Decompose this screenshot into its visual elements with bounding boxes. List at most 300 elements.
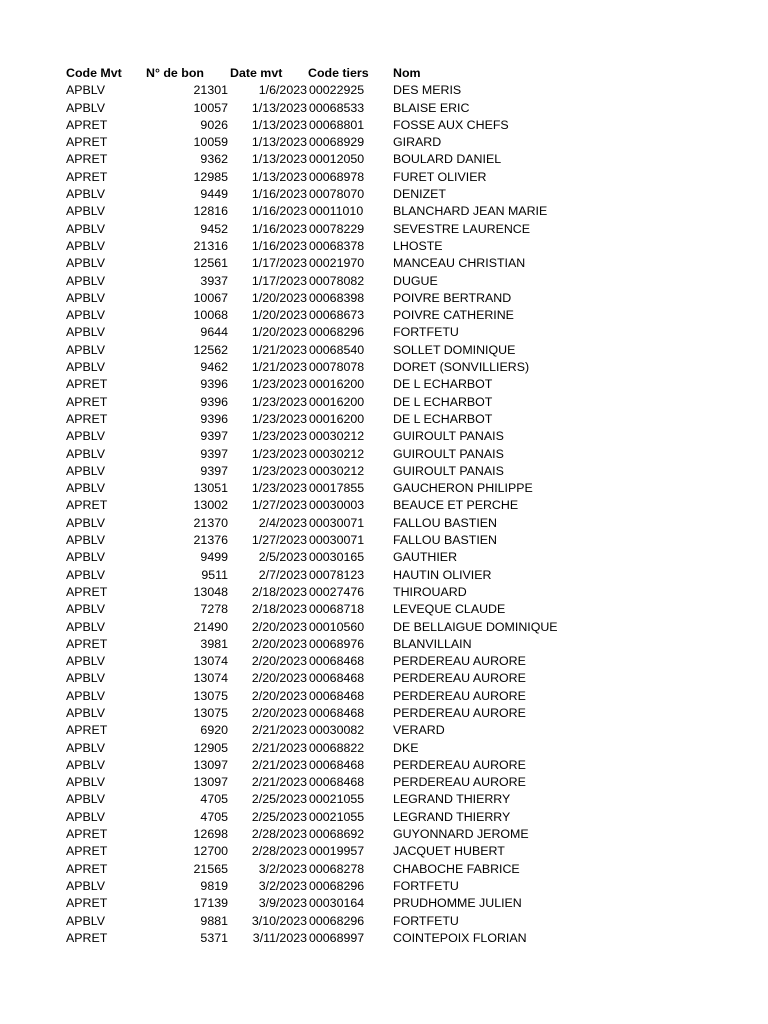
cell-no-de-bon: 12698 bbox=[193, 827, 228, 842]
cell-no-de-bon: 12905 bbox=[193, 740, 228, 755]
cell-no-de-bon: 21316 bbox=[193, 238, 228, 253]
cell-code-mvt: APBLV bbox=[66, 481, 106, 496]
cell-code-mvt: APBLV bbox=[66, 913, 106, 928]
cell-date-mvt: 3/11/2023 bbox=[252, 930, 307, 945]
cell-code-tiers: 00068468 bbox=[309, 688, 365, 703]
cell-code-tiers: 00068801 bbox=[309, 117, 365, 132]
cell-date-mvt: 1/23/2023 bbox=[251, 411, 307, 426]
cell-code-tiers: 00068929 bbox=[309, 135, 365, 150]
cell-date-mvt: 2/25/2023 bbox=[251, 792, 307, 807]
cell-date-mvt: 1/20/2023 bbox=[251, 290, 307, 305]
table-body bbox=[66, 82, 633, 947]
cell-nom: LHOSTE bbox=[393, 238, 443, 253]
cell-no-de-bon: 9396 bbox=[200, 377, 228, 392]
table-row bbox=[66, 895, 633, 912]
cell-nom: BEAUCE ET PERCHE bbox=[393, 498, 519, 513]
table-row bbox=[66, 601, 633, 618]
cell-no-de-bon: 21301 bbox=[193, 83, 228, 98]
cell-no-de-bon: 21376 bbox=[193, 533, 228, 548]
cell-code-tiers: 00021970 bbox=[309, 256, 365, 271]
cell-code-mvt: APBLV bbox=[66, 792, 106, 807]
cell-date-mvt: 1/17/2023 bbox=[251, 273, 307, 288]
cell-nom: THIROUARD bbox=[393, 584, 467, 599]
cell-code-mvt: APBLV bbox=[66, 325, 106, 340]
header-code-tiers: Code tiers bbox=[308, 66, 369, 80]
cell-code-tiers: 00068718 bbox=[309, 602, 365, 617]
table-row bbox=[66, 446, 633, 463]
cell-nom: GUIROULT PANAIS bbox=[393, 463, 504, 478]
cell-no-de-bon: 12562 bbox=[193, 342, 228, 357]
cell-code-mvt: APRET bbox=[66, 498, 108, 513]
cell-code-tiers: 00030082 bbox=[309, 723, 365, 738]
cell-nom: BLANVILLAIN bbox=[393, 636, 472, 651]
cell-code-tiers: 00078078 bbox=[309, 360, 365, 375]
table-row bbox=[66, 428, 633, 445]
table-row bbox=[66, 238, 633, 255]
cell-no-de-bon: 9881 bbox=[200, 913, 228, 928]
cell-nom: FALLOU BASTIEN bbox=[393, 533, 497, 548]
cell-code-mvt: APRET bbox=[66, 861, 108, 876]
cell-nom: GIRARD bbox=[393, 135, 442, 150]
table-row bbox=[66, 532, 633, 549]
cell-code-mvt: APBLV bbox=[66, 550, 106, 565]
cell-date-mvt: 2/28/2023 bbox=[251, 827, 307, 842]
table-row bbox=[66, 463, 633, 480]
cell-code-mvt: APBLV bbox=[66, 619, 106, 634]
cell-date-mvt: 1/16/2023 bbox=[251, 204, 307, 219]
cell-code-tiers: 00068533 bbox=[309, 100, 365, 115]
cell-code-mvt: APRET bbox=[66, 636, 108, 651]
table-row bbox=[66, 497, 633, 514]
cell-nom: GUIROULT PANAIS bbox=[393, 429, 504, 444]
cell-no-de-bon: 9819 bbox=[200, 878, 228, 893]
cell-code-mvt: APRET bbox=[66, 844, 108, 859]
header-nom: Nom bbox=[393, 66, 421, 80]
table-row bbox=[66, 394, 633, 411]
spreadsheet-document bbox=[66, 65, 633, 947]
cell-date-mvt: 1/13/2023 bbox=[251, 152, 307, 167]
cell-code-tiers: 00030071 bbox=[309, 515, 365, 530]
cell-date-mvt: 2/21/2023 bbox=[251, 775, 307, 790]
cell-nom: DUGUE bbox=[393, 273, 438, 288]
table-row bbox=[66, 913, 633, 930]
cell-nom: PERDEREAU AURORE bbox=[393, 671, 526, 686]
cell-nom: LEVEQUE CLAUDE bbox=[393, 602, 506, 617]
cell-code-tiers: 00078229 bbox=[309, 221, 365, 236]
cell-date-mvt: 2/20/2023 bbox=[251, 705, 307, 720]
table-row bbox=[66, 307, 633, 324]
cell-no-de-bon: 9397 bbox=[200, 429, 228, 444]
cell-date-mvt: 2/20/2023 bbox=[251, 636, 307, 651]
table-row bbox=[66, 290, 633, 307]
cell-nom: PERDEREAU AURORE bbox=[393, 757, 526, 772]
cell-code-mvt: APBLV bbox=[66, 654, 106, 669]
cell-date-mvt: 2/25/2023 bbox=[251, 809, 307, 824]
cell-nom: BLANCHARD JEAN MARIE bbox=[393, 204, 548, 219]
cell-no-de-bon: 9511 bbox=[201, 567, 228, 582]
cell-no-de-bon: 9397 bbox=[200, 446, 228, 461]
cell-code-mvt: APRET bbox=[66, 135, 108, 150]
table-row bbox=[66, 255, 633, 272]
cell-code-tiers: 00030165 bbox=[309, 550, 365, 565]
cell-code-mvt: APRET bbox=[66, 394, 108, 409]
cell-code-tiers: 00068296 bbox=[309, 878, 365, 893]
cell-nom: BLAISE ERIC bbox=[393, 100, 470, 115]
cell-nom: FURET OLIVIER bbox=[393, 169, 487, 184]
cell-code-tiers: 00030212 bbox=[309, 429, 365, 444]
cell-no-de-bon: 3981 bbox=[200, 636, 228, 651]
cell-code-mvt: APRET bbox=[66, 411, 108, 426]
cell-nom: MANCEAU CHRISTIAN bbox=[393, 256, 526, 271]
cell-date-mvt: 2/7/2023 bbox=[258, 567, 307, 582]
cell-code-tiers: 00017855 bbox=[309, 481, 365, 496]
cell-code-tiers: 00030212 bbox=[309, 463, 365, 478]
cell-no-de-bon: 17139 bbox=[193, 896, 228, 911]
cell-date-mvt: 2/21/2023 bbox=[251, 723, 307, 738]
cell-code-tiers: 00030212 bbox=[309, 446, 365, 461]
table-row bbox=[66, 861, 633, 878]
cell-code-tiers: 00068378 bbox=[309, 238, 365, 253]
cell-no-de-bon: 12816 bbox=[193, 204, 228, 219]
cell-nom: HAUTIN OLIVIER bbox=[393, 567, 492, 582]
table-row bbox=[66, 117, 633, 134]
cell-code-tiers: 00030164 bbox=[309, 896, 365, 911]
cell-date-mvt: 1/16/2023 bbox=[251, 187, 307, 202]
cell-nom: LEGRAND THIERRY bbox=[393, 809, 511, 824]
table-row bbox=[66, 324, 633, 341]
cell-date-mvt: 1/16/2023 bbox=[251, 221, 307, 236]
table-row bbox=[66, 636, 633, 653]
cell-nom: PERDEREAU AURORE bbox=[393, 705, 526, 720]
table-row bbox=[66, 688, 633, 705]
table-row bbox=[66, 342, 633, 359]
cell-code-tiers: 00011010 bbox=[309, 204, 364, 219]
cell-code-tiers: 00068468 bbox=[309, 654, 365, 669]
cell-code-mvt: APBLV bbox=[66, 308, 106, 323]
cell-code-tiers: 00068296 bbox=[309, 325, 365, 340]
table-row bbox=[66, 722, 633, 739]
cell-code-mvt: APBLV bbox=[66, 671, 106, 686]
cell-code-mvt: APBLV bbox=[66, 83, 106, 98]
cell-no-de-bon: 13075 bbox=[193, 705, 228, 720]
cell-code-tiers: 00010560 bbox=[309, 619, 365, 634]
cell-nom: FORTFETU bbox=[393, 878, 459, 893]
header-no-de-bon: N° de bon bbox=[146, 66, 204, 80]
cell-nom: VERARD bbox=[393, 723, 445, 738]
cell-code-mvt: APBLV bbox=[66, 221, 106, 236]
cell-no-de-bon: 5371 bbox=[200, 930, 228, 945]
cell-code-tiers: 00021055 bbox=[309, 809, 365, 824]
table-row bbox=[66, 134, 633, 151]
cell-code-tiers: 00068468 bbox=[309, 757, 365, 772]
table-row bbox=[66, 273, 633, 290]
cell-no-de-bon: 21490 bbox=[193, 619, 228, 634]
cell-date-mvt: 1/13/2023 bbox=[251, 169, 307, 184]
cell-code-tiers: 00012050 bbox=[309, 152, 365, 167]
cell-nom: DE L ECHARBOT bbox=[393, 394, 493, 409]
cell-code-mvt: APBLV bbox=[66, 187, 106, 202]
cell-date-mvt: 2/21/2023 bbox=[251, 757, 307, 772]
cell-code-tiers: 00016200 bbox=[309, 377, 365, 392]
cell-nom: GAUCHERON PHILIPPE bbox=[393, 481, 533, 496]
cell-date-mvt: 1/13/2023 bbox=[251, 117, 307, 132]
cell-no-de-bon: 9026 bbox=[200, 117, 228, 132]
cell-nom: FOSSE AUX CHEFS bbox=[393, 117, 509, 132]
table-row bbox=[66, 705, 633, 722]
table-row bbox=[66, 670, 633, 687]
cell-code-mvt: APBLV bbox=[66, 360, 106, 375]
table-row bbox=[66, 221, 633, 238]
header-date-mvt: Date mvt bbox=[230, 66, 283, 80]
cell-code-mvt: APRET bbox=[66, 169, 108, 184]
cell-date-mvt: 1/23/2023 bbox=[251, 377, 307, 392]
cell-no-de-bon: 4705 bbox=[200, 792, 228, 807]
cell-nom: FORTFETU bbox=[393, 913, 459, 928]
table-row bbox=[66, 480, 633, 497]
cell-code-mvt: APBLV bbox=[66, 602, 106, 617]
cell-nom: DES MERIS bbox=[393, 83, 462, 98]
table-row bbox=[66, 843, 633, 860]
cell-code-tiers: 00068822 bbox=[309, 740, 365, 755]
cell-code-tiers: 00022925 bbox=[309, 83, 365, 98]
cell-no-de-bon: 7278 bbox=[200, 602, 228, 617]
cell-nom: COINTEPOIX FLORIAN bbox=[393, 930, 527, 945]
cell-date-mvt: 2/20/2023 bbox=[251, 619, 307, 634]
cell-nom: DENIZET bbox=[393, 187, 447, 202]
cell-code-mvt: APBLV bbox=[66, 533, 106, 548]
cell-nom: SEVESTRE LAURENCE bbox=[393, 221, 531, 236]
cell-nom: GUYONNARD JEROME bbox=[393, 827, 529, 842]
cell-code-mvt: APBLV bbox=[66, 290, 106, 305]
cell-nom: PERDEREAU AURORE bbox=[393, 688, 526, 703]
table-row bbox=[66, 411, 633, 428]
cell-code-mvt: APBLV bbox=[66, 256, 106, 271]
cell-no-de-bon: 21565 bbox=[193, 861, 228, 876]
table-row bbox=[66, 567, 633, 584]
cell-no-de-bon: 3937 bbox=[200, 273, 228, 288]
cell-nom: PRUDHOMME JULIEN bbox=[393, 896, 522, 911]
cell-no-de-bon: 13048 bbox=[193, 584, 228, 599]
cell-no-de-bon: 12561 bbox=[193, 256, 228, 271]
cell-date-mvt: 2/4/2023 bbox=[258, 515, 307, 530]
cell-no-de-bon: 6920 bbox=[200, 723, 228, 738]
cell-code-mvt: APBLV bbox=[66, 238, 106, 253]
table-row bbox=[66, 878, 633, 895]
table-row bbox=[66, 653, 633, 670]
cell-date-mvt: 2/20/2023 bbox=[251, 671, 307, 686]
cell-code-tiers: 00068468 bbox=[309, 705, 365, 720]
cell-no-de-bon: 10059 bbox=[193, 135, 228, 150]
table-row bbox=[66, 930, 633, 947]
cell-nom: DE BELLAIGUE DOMINIQUE bbox=[393, 619, 558, 634]
cell-no-de-bon: 9396 bbox=[200, 411, 228, 426]
cell-no-de-bon: 10067 bbox=[193, 290, 228, 305]
cell-date-mvt: 1/13/2023 bbox=[251, 135, 307, 150]
cell-no-de-bon: 13097 bbox=[193, 775, 228, 790]
cell-code-tiers: 00030003 bbox=[309, 498, 365, 513]
table-row bbox=[66, 151, 633, 168]
cell-code-mvt: APBLV bbox=[66, 878, 106, 893]
header-code-mvt: Code Mvt bbox=[66, 66, 122, 80]
cell-code-tiers: 00068978 bbox=[309, 169, 365, 184]
cell-date-mvt: 2/18/2023 bbox=[251, 584, 307, 599]
cell-nom: CHABOCHE FABRICE bbox=[393, 861, 520, 876]
cell-nom: GUIROULT PANAIS bbox=[393, 446, 504, 461]
cell-code-tiers: 00068976 bbox=[309, 636, 365, 651]
cell-nom: DORET (SONVILLIERS) bbox=[393, 360, 530, 375]
cell-date-mvt: 3/10/2023 bbox=[251, 913, 307, 928]
table-row bbox=[66, 757, 633, 774]
cell-code-mvt: APRET bbox=[66, 584, 108, 599]
cell-code-tiers: 00068296 bbox=[309, 913, 365, 928]
cell-no-de-bon: 13074 bbox=[193, 654, 228, 669]
cell-date-mvt: 2/28/2023 bbox=[251, 844, 307, 859]
cell-code-tiers: 00068692 bbox=[309, 827, 365, 842]
cell-no-de-bon: 12985 bbox=[193, 169, 228, 184]
cell-code-tiers: 00068540 bbox=[309, 342, 365, 357]
cell-no-de-bon: 9644 bbox=[200, 325, 228, 340]
table-row bbox=[66, 549, 633, 566]
cell-date-mvt: 1/13/2023 bbox=[251, 100, 307, 115]
cell-no-de-bon: 13097 bbox=[193, 757, 228, 772]
cell-date-mvt: 2/18/2023 bbox=[251, 602, 307, 617]
cell-code-tiers: 00078070 bbox=[309, 187, 365, 202]
cell-code-tiers: 00068997 bbox=[309, 930, 365, 945]
cell-date-mvt: 1/27/2023 bbox=[251, 498, 307, 513]
cell-code-mvt: APBLV bbox=[66, 567, 106, 582]
cell-code-mvt: APBLV bbox=[66, 429, 106, 444]
cell-nom: FORTFETU bbox=[393, 325, 459, 340]
cell-no-de-bon: 9452 bbox=[200, 221, 228, 236]
cell-nom: PERDEREAU AURORE bbox=[393, 654, 526, 669]
cell-code-mvt: APBLV bbox=[66, 757, 106, 772]
cell-no-de-bon: 13074 bbox=[193, 671, 228, 686]
cell-no-de-bon: 9462 bbox=[200, 360, 228, 375]
cell-no-de-bon: 9362 bbox=[200, 152, 228, 167]
cell-no-de-bon: 9449 bbox=[200, 187, 228, 202]
cell-code-mvt: APBLV bbox=[66, 809, 106, 824]
cell-code-tiers: 00019957 bbox=[309, 844, 365, 859]
header-row bbox=[66, 65, 633, 82]
cell-nom: BOULARD DANIEL bbox=[393, 152, 502, 167]
cell-nom: JACQUET HUBERT bbox=[393, 844, 505, 859]
cell-code-mvt: APBLV bbox=[66, 688, 106, 703]
cell-no-de-bon: 10068 bbox=[193, 308, 228, 323]
cell-nom: POIVRE BERTRAND bbox=[393, 290, 512, 305]
cell-code-mvt: APBLV bbox=[66, 740, 106, 755]
cell-date-mvt: 1/23/2023 bbox=[251, 481, 307, 496]
cell-nom: SOLLET DOMINIQUE bbox=[393, 342, 516, 357]
cell-date-mvt: 1/23/2023 bbox=[251, 394, 307, 409]
cell-date-mvt: 1/20/2023 bbox=[251, 325, 307, 340]
cell-no-de-bon: 13051 bbox=[193, 481, 228, 496]
cell-nom: FALLOU BASTIEN bbox=[393, 515, 497, 530]
table-row bbox=[66, 774, 633, 791]
cell-no-de-bon: 12700 bbox=[193, 844, 228, 859]
cell-nom: DKE bbox=[393, 740, 419, 755]
cell-no-de-bon: 9396 bbox=[200, 394, 228, 409]
table-row bbox=[66, 515, 633, 532]
cell-code-mvt: APRET bbox=[66, 377, 108, 392]
cell-date-mvt: 1/21/2023 bbox=[251, 360, 307, 375]
cell-date-mvt: 2/21/2023 bbox=[251, 740, 307, 755]
cell-code-mvt: APRET bbox=[66, 827, 108, 842]
cell-code-mvt: APBLV bbox=[66, 204, 106, 219]
cell-no-de-bon: 21370 bbox=[193, 515, 228, 530]
cell-code-mvt: APBLV bbox=[66, 100, 106, 115]
cell-code-tiers: 00030071 bbox=[309, 533, 365, 548]
table-row bbox=[66, 100, 633, 117]
cell-date-mvt: 1/23/2023 bbox=[251, 463, 307, 478]
table-row bbox=[66, 376, 633, 393]
cell-date-mvt: 1/21/2023 bbox=[251, 342, 307, 357]
cell-code-mvt: APRET bbox=[66, 930, 108, 945]
cell-date-mvt: 3/2/2023 bbox=[258, 878, 307, 893]
cell-code-mvt: APBLV bbox=[66, 446, 106, 461]
cell-nom: DE L ECHARBOT bbox=[393, 377, 493, 392]
table-row bbox=[66, 809, 633, 826]
cell-code-tiers: 00068468 bbox=[309, 671, 365, 686]
cell-no-de-bon: 9499 bbox=[200, 550, 228, 565]
cell-nom: LEGRAND THIERRY bbox=[393, 792, 511, 807]
cell-code-mvt: APBLV bbox=[66, 273, 106, 288]
cell-date-mvt: 1/27/2023 bbox=[251, 533, 307, 548]
cell-code-tiers: 00068278 bbox=[309, 861, 365, 876]
cell-nom: DE L ECHARBOT bbox=[393, 411, 493, 426]
cell-nom: PERDEREAU AURORE bbox=[393, 775, 526, 790]
cell-code-mvt: APRET bbox=[66, 896, 108, 911]
cell-code-mvt: APRET bbox=[66, 152, 108, 167]
cell-code-tiers: 00068398 bbox=[309, 290, 365, 305]
cell-date-mvt: 3/2/2023 bbox=[258, 861, 307, 876]
cell-code-mvt: APRET bbox=[66, 117, 108, 132]
cell-date-mvt: 2/20/2023 bbox=[251, 688, 307, 703]
cell-code-tiers: 00027476 bbox=[309, 584, 365, 599]
table-row bbox=[66, 186, 633, 203]
cell-no-de-bon: 10057 bbox=[193, 100, 228, 115]
cell-date-mvt: 1/16/2023 bbox=[251, 238, 307, 253]
table-row bbox=[66, 791, 633, 808]
cell-code-tiers: 00078123 bbox=[309, 567, 365, 582]
cell-code-tiers: 00016200 bbox=[309, 394, 365, 409]
cell-no-de-bon: 13002 bbox=[193, 498, 228, 513]
cell-date-mvt: 1/20/2023 bbox=[251, 308, 307, 323]
cell-no-de-bon: 13075 bbox=[193, 688, 228, 703]
cell-date-mvt: 2/20/2023 bbox=[251, 654, 307, 669]
cell-date-mvt: 3/9/2023 bbox=[258, 896, 307, 911]
table-row bbox=[66, 203, 633, 220]
cell-date-mvt: 1/23/2023 bbox=[251, 446, 307, 461]
cell-code-tiers: 00021055 bbox=[309, 792, 365, 807]
cell-no-de-bon: 4705 bbox=[200, 809, 228, 824]
table-row bbox=[66, 584, 633, 601]
cell-code-tiers: 00078082 bbox=[309, 273, 365, 288]
cell-code-mvt: APBLV bbox=[66, 342, 106, 357]
table-row bbox=[66, 169, 633, 186]
cell-code-mvt: APRET bbox=[66, 723, 108, 738]
cell-date-mvt: 1/6/2023 bbox=[258, 83, 307, 98]
cell-no-de-bon: 9397 bbox=[200, 463, 228, 478]
cell-code-mvt: APBLV bbox=[66, 705, 106, 720]
cell-code-tiers: 00068468 bbox=[309, 775, 365, 790]
cell-code-mvt: APBLV bbox=[66, 515, 106, 530]
cell-date-mvt: 1/23/2023 bbox=[251, 429, 307, 444]
cell-code-mvt: APBLV bbox=[66, 775, 106, 790]
cell-date-mvt: 2/5/2023 bbox=[258, 550, 307, 565]
cell-code-tiers: 00068673 bbox=[309, 308, 365, 323]
movements-table bbox=[66, 65, 633, 947]
table-row bbox=[66, 359, 633, 376]
